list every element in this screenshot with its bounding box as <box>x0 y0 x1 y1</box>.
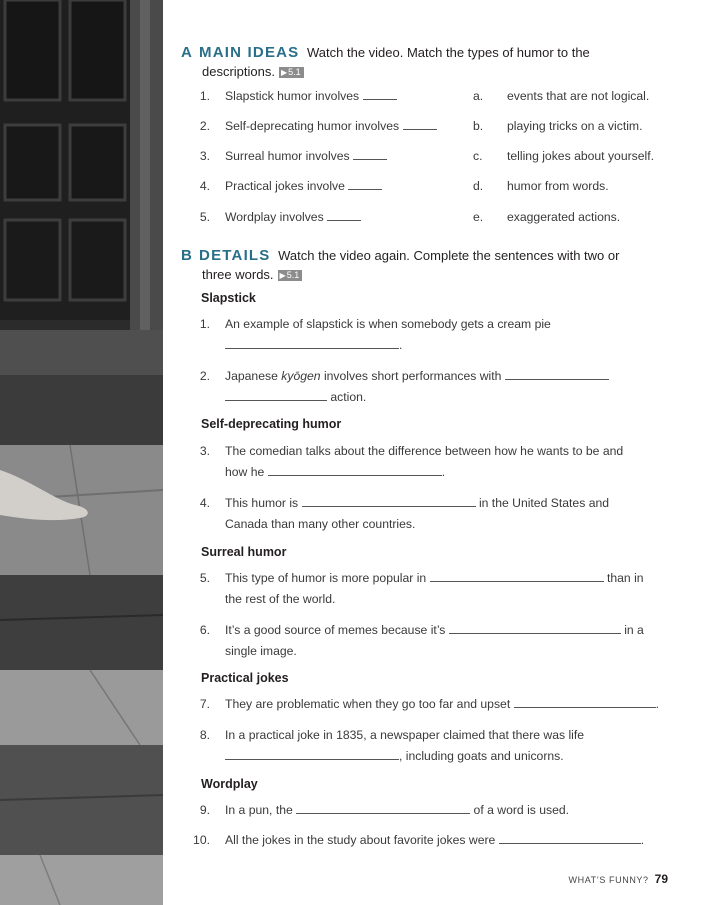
question-text: The comedian talks about the difference between how he wants to be and <box>225 444 624 458</box>
question-text-pre: It’s a good source of memes because it’s <box>225 623 446 637</box>
side-photo <box>0 0 163 905</box>
item-number: 4. <box>199 496 210 510</box>
answer-blank[interactable] <box>225 337 399 349</box>
video-badge-a[interactable] <box>279 67 304 78</box>
answer-blank[interactable] <box>296 802 470 814</box>
item-number: 3. <box>199 444 210 458</box>
question-text-pre: In a pun, the <box>225 803 293 817</box>
option-text: events that are not logical. <box>507 89 650 103</box>
video-badge-a-label: 5.1 <box>288 67 301 77</box>
item-number: 2. <box>199 369 210 383</box>
subhead-practical-jokes: Practical jokes <box>201 671 289 685</box>
question-text-pre: how he <box>225 465 265 479</box>
section-b-instruction-2: three words. <box>202 267 274 282</box>
item-number: 9. <box>199 803 210 817</box>
answer-blank[interactable] <box>449 622 621 634</box>
answer-blank[interactable] <box>225 389 327 401</box>
video-badge-b-label: 5.1 <box>286 270 300 280</box>
play-icon: ▶ <box>279 271 286 280</box>
sentence-end: . <box>655 697 660 711</box>
question-text: An example of slapstick is when somebody gets a cream pie <box>225 317 551 331</box>
section-b-header-line2 <box>202 265 672 284</box>
item-number: 7. <box>199 697 210 711</box>
question-text-pre: All the jokes in the study about favorite jokes were <box>225 833 496 847</box>
section-a-header <box>181 43 651 62</box>
section-a-letter: A <box>181 44 194 61</box>
item-text: Surreal humor involves <box>225 149 350 163</box>
item-number: 1. <box>199 89 210 103</box>
subhead-self-deprecating: Self-deprecating humor <box>201 417 342 431</box>
section-b-header <box>181 246 651 265</box>
answer-blank[interactable] <box>499 832 641 844</box>
item-number: 10. <box>193 833 210 847</box>
option-text: humor from words. <box>507 179 609 193</box>
answer-blank[interactable] <box>225 748 399 760</box>
question-text-pre: Japanese <box>225 369 282 383</box>
option-letter: c. <box>473 149 483 163</box>
sentence-end: . <box>399 338 403 352</box>
question-text-post: than in <box>606 571 644 585</box>
item-number: 8. <box>199 728 210 742</box>
item-number: 1. <box>199 317 210 331</box>
answer-blank[interactable] <box>514 696 656 708</box>
answer-blank[interactable] <box>268 464 442 476</box>
item-number: 6. <box>199 623 210 637</box>
option-letter: d. <box>473 179 484 193</box>
answer-blank[interactable] <box>430 570 604 582</box>
question-text-italic: kyōgen <box>281 369 321 383</box>
option-text: exaggerated actions. <box>507 210 621 224</box>
play-icon: ▶ <box>280 68 288 77</box>
sentence-end: . <box>441 465 446 479</box>
exercise-page <box>163 0 704 905</box>
section-b-title: DETAILS <box>199 247 271 264</box>
chapter-title: WHAT’S FUNNY? <box>568 875 649 885</box>
option-letter: b. <box>473 119 484 133</box>
answer-blank[interactable] <box>348 178 382 190</box>
question-text-post: of a word is used. <box>473 803 570 817</box>
question-text: single image. <box>225 644 297 658</box>
section-a-instruction-2: descriptions. <box>202 64 275 79</box>
question-text-post: in a <box>624 623 644 637</box>
photo-door-steps-illustration <box>0 0 163 905</box>
answer-blank[interactable] <box>363 88 397 100</box>
answer-blank[interactable] <box>327 209 361 221</box>
option-text: playing tricks on a victim. <box>507 119 643 133</box>
item-number: 3. <box>199 149 210 163</box>
section-b-instruction-1: Watch the video again. Complete the sentences with two or <box>278 248 620 263</box>
page-footer <box>569 872 669 886</box>
question-text-pre: They are problematic when they go too far and upset <box>225 697 511 711</box>
item-number: 2. <box>199 119 210 133</box>
subhead-wordplay: Wordplay <box>201 777 258 791</box>
item-text: Slapstick humor involves <box>225 89 360 103</box>
question-text: Canada than many other countries. <box>225 517 416 531</box>
question-text-pre: This type of humor is more popular in <box>225 571 427 585</box>
video-badge-b[interactable] <box>278 270 303 281</box>
question-text-end: , including goats and unicorns. <box>399 749 564 763</box>
page-number: 79 <box>654 872 668 886</box>
sentence-end: . <box>640 833 645 847</box>
subhead-slapstick: Slapstick <box>201 291 256 305</box>
subhead-surreal: Surreal humor <box>201 545 287 559</box>
question-text: In a practical joke in 1835, a newspaper claimed that there was life <box>225 728 585 742</box>
item-number: 5. <box>199 571 210 585</box>
item-number: 5. <box>199 210 210 224</box>
item-text: Practical jokes involve <box>225 179 345 193</box>
answer-blank[interactable] <box>505 368 609 380</box>
question-text-end: action. <box>330 390 367 404</box>
item-number: 4. <box>199 179 210 193</box>
option-text: telling jokes about yourself. <box>507 149 655 163</box>
item-text: Self-deprecating humor involves <box>225 119 400 133</box>
section-b-letter: B <box>181 247 194 264</box>
section-a-instruction-1: Watch the video. Match the types of humor to the <box>307 45 590 60</box>
answer-blank[interactable] <box>403 118 437 130</box>
answer-blank[interactable] <box>353 148 387 160</box>
section-a-header-line2 <box>202 62 672 81</box>
option-letter: e. <box>473 210 484 224</box>
question-text-post: in the United States and <box>478 496 610 510</box>
question-text-pre: This humor is <box>225 496 299 510</box>
question-text-post: involves short performances with <box>320 369 502 383</box>
section-a-title: MAIN IDEAS <box>199 44 300 61</box>
question-text: the rest of the world. <box>225 592 336 606</box>
item-text: Wordplay involves <box>225 210 324 224</box>
answer-blank[interactable] <box>302 495 476 507</box>
option-letter: a. <box>473 89 484 103</box>
